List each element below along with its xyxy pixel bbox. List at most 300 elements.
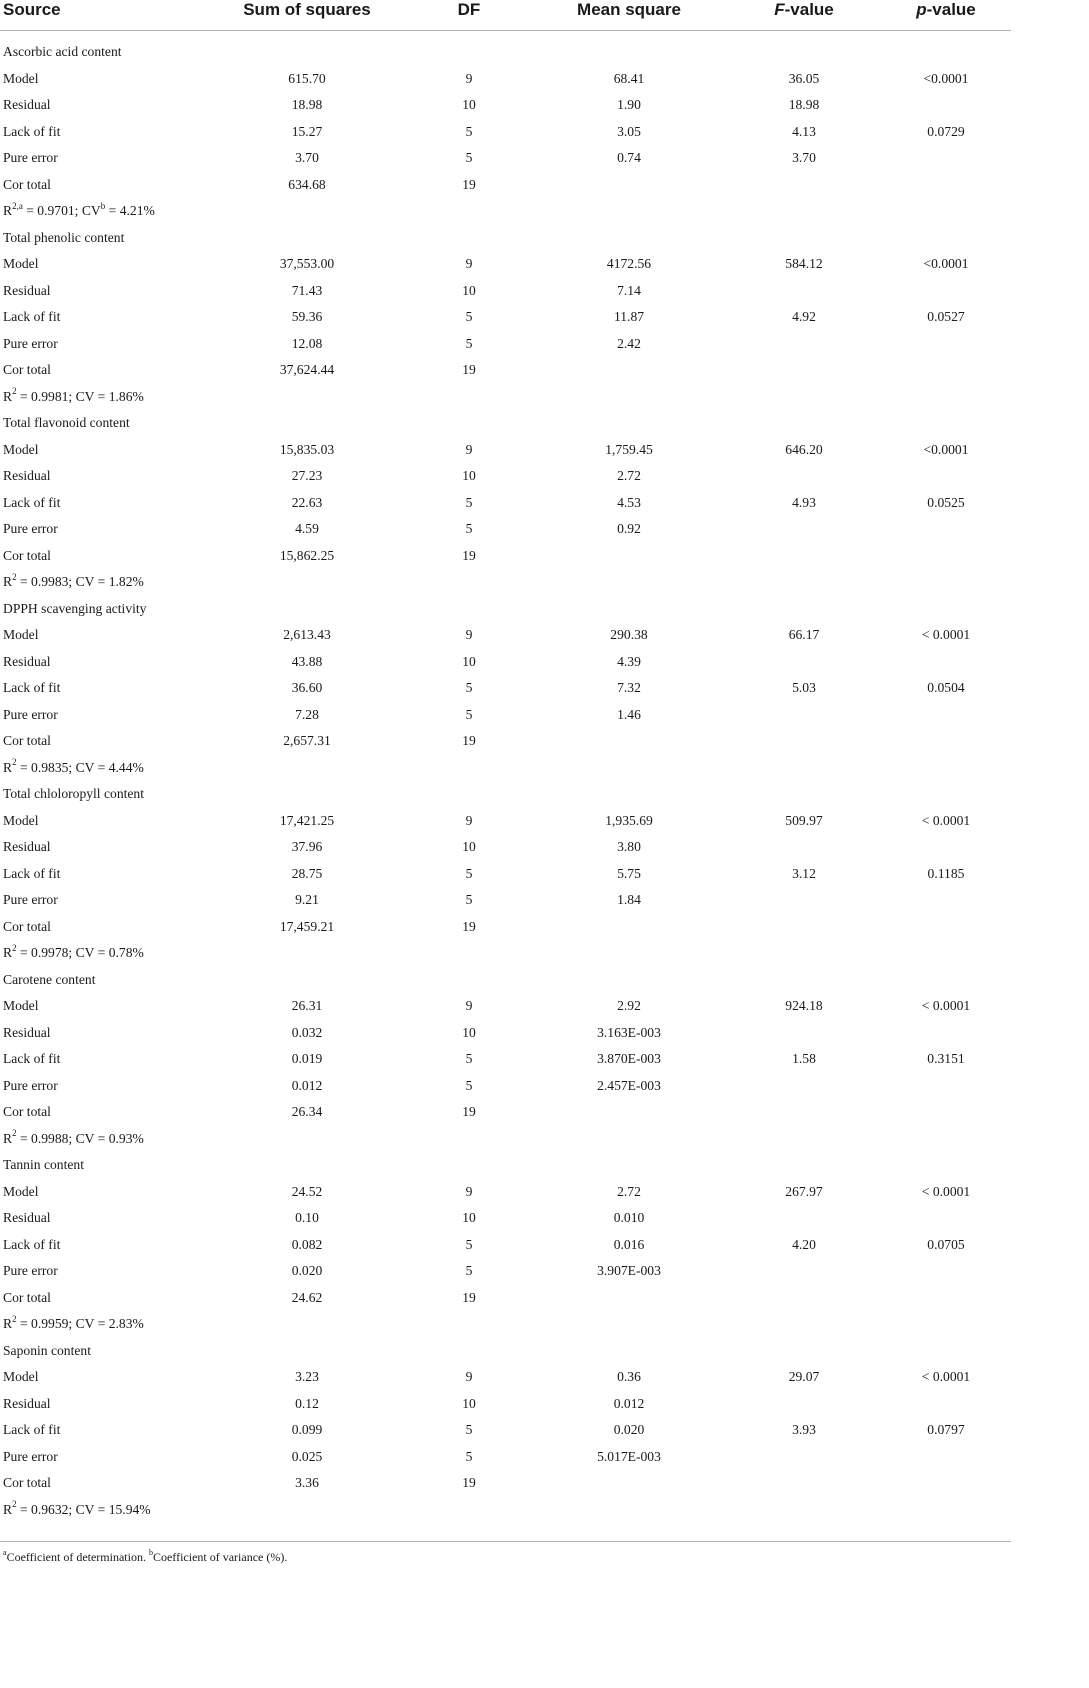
table-row — [0, 861, 1011, 888]
section-title-row — [0, 410, 1011, 437]
sum-of-squares-cell: 37,553.00 — [279, 256, 335, 272]
p-value-cell — [881, 463, 1011, 490]
source-cell: Model — [3, 812, 39, 828]
section-title-row — [0, 781, 1011, 808]
section-title: Carotene content — [3, 971, 96, 987]
sum-of-squares-cell: 0.12 — [295, 1395, 319, 1411]
sum-of-squares-cell: 634.68 — [288, 176, 326, 192]
f-value-cell — [727, 463, 881, 490]
r2-symbol: R — [3, 574, 13, 590]
sum-of-squares-cell: 24.62 — [291, 1289, 323, 1305]
table-row — [0, 702, 1011, 729]
source-cell: Cor total — [3, 547, 51, 563]
df-cell: 5 — [465, 1263, 473, 1279]
fit-stats-row — [0, 1126, 1011, 1153]
df-cell: 9 — [465, 1183, 473, 1199]
table-row — [0, 1391, 1011, 1418]
sum-of-squares-cell: 43.88 — [291, 653, 323, 669]
footnote-b-text: Coefficient of variance (%). — [152, 1550, 288, 1564]
table-row — [0, 993, 1011, 1020]
f-value-cell: 36.05 — [788, 70, 820, 86]
footnote-a-marker: a — [3, 1548, 7, 1557]
r2-superscript: 2 — [12, 1499, 17, 1510]
p-value-cell — [881, 834, 1011, 861]
df-cell: 10 — [462, 1210, 476, 1226]
section-title-row — [0, 31, 1011, 66]
f-value-cell: 4.92 — [792, 309, 816, 325]
df-cell: 19 — [462, 733, 476, 749]
df-cell: 9 — [465, 812, 473, 828]
p-value-cell: < 0.0001 — [921, 1369, 971, 1385]
f-value-cell: 4.20 — [792, 1236, 816, 1252]
f-value-cell: 3.12 — [792, 865, 816, 881]
sum-of-squares-cell: 26.31 — [291, 998, 323, 1014]
footnote-a-text: Coefficient of determination. — [6, 1550, 149, 1564]
fit-stats — [0, 755, 1011, 782]
r2-superscript: 2 — [12, 386, 17, 397]
f-value-cell — [727, 357, 881, 384]
source-cell: Lack of fit — [3, 680, 61, 696]
mean-square-cell: 3.05 — [617, 123, 641, 139]
source-cell: Residual — [3, 97, 51, 113]
fit-stats — [0, 384, 1011, 411]
r2-symbol: R — [3, 945, 13, 961]
source-cell: Pure error — [3, 892, 58, 908]
table-row — [0, 1285, 1011, 1312]
table-row — [0, 808, 1011, 835]
sum-of-squares-cell: 27.23 — [291, 468, 323, 484]
table-row — [0, 1205, 1011, 1232]
fit-stats-row — [0, 755, 1011, 782]
f-value-cell — [727, 702, 881, 729]
f-value-cell — [727, 1444, 881, 1471]
r2-symbol: R — [3, 759, 13, 775]
sum-of-squares-cell: 3.36 — [295, 1475, 319, 1491]
mean-square-cell: 2.72 — [617, 468, 641, 484]
mean-square-cell: 0.74 — [617, 150, 641, 166]
p-value-cell — [881, 516, 1011, 543]
table-row — [0, 251, 1011, 278]
mean-square-cell: 5.017E-003 — [597, 1448, 661, 1464]
col-header-source: Source — [0, 0, 207, 31]
mean-square-cell: 4172.56 — [606, 256, 652, 272]
df-cell: 10 — [462, 97, 476, 113]
df-cell: 10 — [462, 1024, 476, 1040]
source-cell: Lack of fit — [3, 1422, 61, 1438]
section-title-row — [0, 596, 1011, 623]
r2-value: = 0.9981; CV = 1.86% — [16, 388, 144, 404]
table-row — [0, 1232, 1011, 1259]
table-row — [0, 1470, 1011, 1497]
p-value-cell — [881, 172, 1011, 199]
table-row — [0, 887, 1011, 914]
p-value-cell — [881, 357, 1011, 384]
footnote-divider — [0, 1541, 1011, 1542]
source-cell: Model — [3, 256, 39, 272]
sum-of-squares-cell: 7.28 — [295, 706, 319, 722]
f-value-cell — [727, 1205, 881, 1232]
section-title-row — [0, 1338, 1011, 1365]
fit-stats — [0, 1311, 1011, 1338]
table-row — [0, 914, 1011, 941]
f-value-cell: 646.20 — [785, 441, 823, 457]
p-value-cell: 0.0527 — [927, 309, 965, 325]
section-title: Total flavonoid content — [3, 415, 130, 431]
table-row — [0, 331, 1011, 358]
p-value-cell: < 0.0001 — [921, 998, 971, 1014]
p-value-cell: 0.3151 — [927, 1051, 965, 1067]
sum-of-squares-cell: 4.59 — [295, 521, 319, 537]
table-row — [0, 437, 1011, 464]
f-value-cell — [727, 1258, 881, 1285]
fit-stats — [0, 198, 1011, 225]
f-value-cell: 924.18 — [785, 998, 823, 1014]
table-row — [0, 119, 1011, 146]
mean-square-cell — [531, 728, 727, 755]
source-cell: Pure error — [3, 1448, 58, 1464]
p-value-cell: < 0.0001 — [921, 627, 971, 643]
table-row — [0, 463, 1011, 490]
df-cell: 5 — [465, 150, 473, 166]
source-cell: Pure error — [3, 335, 58, 351]
mean-square-cell: 0.016 — [613, 1236, 645, 1252]
table-row — [0, 543, 1011, 570]
df-cell: 5 — [465, 309, 473, 325]
f-value-cell — [727, 543, 881, 570]
r2-value: = 0.9988; CV = 0.93% — [16, 1130, 144, 1146]
table-row — [0, 145, 1011, 172]
source-cell: Residual — [3, 1024, 51, 1040]
mean-square-cell: 0.92 — [617, 521, 641, 537]
mean-square-cell — [531, 543, 727, 570]
sum-of-squares-cell: 615.70 — [288, 70, 326, 86]
mean-square-cell: 3.907E-003 — [597, 1263, 661, 1279]
table-row — [0, 92, 1011, 119]
sum-of-squares-cell: 0.10 — [295, 1210, 319, 1226]
r2-symbol: R — [3, 1130, 13, 1146]
p-value-cell — [881, 1258, 1011, 1285]
source-cell: Lack of fit — [3, 494, 61, 510]
sum-of-squares-cell: 0.082 — [291, 1236, 323, 1252]
f-value-cell — [727, 331, 881, 358]
sum-of-squares-cell: 0.025 — [291, 1448, 323, 1464]
f-value-cell — [727, 1020, 881, 1047]
r2-symbol: R — [3, 1316, 13, 1332]
sum-of-squares-cell: 17,459.21 — [279, 918, 335, 934]
source-cell: Model — [3, 1183, 39, 1199]
fit-stats-row — [0, 1311, 1011, 1338]
p-value-cell: 0.0705 — [927, 1236, 965, 1252]
col-header-mean-square: Mean square — [531, 0, 727, 31]
mean-square-cell: 0.012 — [613, 1395, 645, 1411]
p-value-cell: 0.0504 — [927, 680, 965, 696]
sum-of-squares-cell: 0.032 — [291, 1024, 323, 1040]
sum-of-squares-cell: 37,624.44 — [279, 362, 335, 378]
mean-square-cell: 3.163E-003 — [597, 1024, 661, 1040]
sum-of-squares-cell: 22.63 — [291, 494, 323, 510]
table-row — [0, 1258, 1011, 1285]
p-value-cell — [881, 649, 1011, 676]
r2-value: = 0.9701; CV — [22, 203, 101, 219]
fit-stats-row — [0, 569, 1011, 596]
df-cell: 19 — [462, 1289, 476, 1305]
p-value-cell: 0.1185 — [927, 865, 965, 881]
r2-value: = 0.9632; CV = 15.94% — [16, 1501, 151, 1517]
table-row — [0, 1099, 1011, 1126]
df-cell: 9 — [465, 1369, 473, 1385]
mean-square-cell: 1,759.45 — [605, 441, 653, 457]
df-cell: 10 — [462, 282, 476, 298]
sum-of-squares-cell: 71.43 — [291, 282, 323, 298]
sum-of-squares-cell: 0.020 — [291, 1263, 323, 1279]
df-cell: 19 — [462, 362, 476, 378]
sum-of-squares-cell: 2,657.31 — [283, 733, 331, 749]
p-value-cell: <0.0001 — [923, 70, 969, 86]
df-cell: 9 — [465, 70, 473, 86]
mean-square-cell: 4.39 — [617, 653, 641, 669]
p-value-cell: 0.0525 — [927, 494, 965, 510]
table-body — [0, 31, 1011, 1524]
source-cell: Residual — [3, 1395, 51, 1411]
p-value-cell — [881, 278, 1011, 305]
table-row — [0, 66, 1011, 93]
mean-square-cell: 7.32 — [617, 680, 641, 696]
p-value-cell — [881, 331, 1011, 358]
mean-square-cell: 7.14 — [617, 282, 641, 298]
p-value-cell — [881, 1470, 1011, 1497]
table-row — [0, 1364, 1011, 1391]
r2-symbol: R — [3, 203, 13, 219]
df-cell: 5 — [465, 706, 473, 722]
mean-square-cell: 2.457E-003 — [597, 1077, 661, 1093]
sum-of-squares-cell: 2,613.43 — [283, 627, 331, 643]
f-value-cell: 18.98 — [788, 97, 820, 113]
p-value-cell: 0.0797 — [927, 1422, 965, 1438]
r2-value: = 0.9959; CV = 2.83% — [16, 1316, 144, 1332]
f-value-cell — [727, 172, 881, 199]
col-header-sum-of-squares: Sum of squares — [207, 0, 407, 31]
table-row — [0, 1020, 1011, 1047]
mean-square-cell — [531, 1099, 727, 1126]
sum-of-squares-cell: 0.099 — [291, 1422, 323, 1438]
sum-of-squares-cell: 59.36 — [291, 309, 323, 325]
source-cell: Pure error — [3, 1263, 58, 1279]
sum-of-squares-cell: 15,862.25 — [279, 547, 335, 563]
section-title-row — [0, 1152, 1011, 1179]
source-cell: Lack of fit — [3, 309, 61, 325]
mean-square-cell: 1,935.69 — [605, 812, 653, 828]
mean-square-cell: 0.020 — [613, 1422, 645, 1438]
f-value-cell — [727, 834, 881, 861]
p-value-cell — [881, 1073, 1011, 1100]
f-value-cell — [727, 887, 881, 914]
df-cell: 9 — [465, 256, 473, 272]
df-cell: 9 — [465, 441, 473, 457]
df-cell: 5 — [465, 1236, 473, 1252]
cv-superscript: b — [100, 200, 106, 211]
r2-value: = 0.9835; CV = 4.44% — [16, 759, 144, 775]
section-title: Total chloloropyll content — [3, 786, 144, 802]
table-row — [0, 490, 1011, 517]
mean-square-cell: 0.010 — [613, 1210, 645, 1226]
header-row — [0, 0, 1011, 31]
source-cell: Residual — [3, 839, 51, 855]
df-cell: 10 — [462, 1395, 476, 1411]
source-cell: Residual — [3, 1210, 51, 1226]
table-row — [0, 834, 1011, 861]
table-row — [0, 304, 1011, 331]
df-cell: 5 — [465, 1448, 473, 1464]
f-value-cell — [727, 728, 881, 755]
f-value-cell: 584.12 — [785, 256, 823, 272]
fit-stats — [0, 940, 1011, 967]
source-cell: Pure error — [3, 1077, 58, 1093]
f-value-cell: 4.93 — [792, 494, 816, 510]
table-row — [0, 728, 1011, 755]
table-row — [0, 357, 1011, 384]
p-value-cell — [881, 1391, 1011, 1418]
f-value-cell: 66.17 — [788, 627, 820, 643]
f-value-cell — [727, 1099, 881, 1126]
table-row — [0, 1073, 1011, 1100]
p-value-cell: 0.0729 — [927, 123, 965, 139]
f-value-cell — [727, 1391, 881, 1418]
df-cell: 5 — [465, 892, 473, 908]
f-value-cell — [727, 516, 881, 543]
mean-square-cell — [531, 357, 727, 384]
f-value-cell: 3.93 — [792, 1422, 816, 1438]
source-cell: Lack of fit — [3, 123, 61, 139]
sum-of-squares-cell: 0.012 — [291, 1077, 323, 1093]
source-cell: Model — [3, 998, 39, 1014]
table-row — [0, 1179, 1011, 1206]
df-cell: 19 — [462, 547, 476, 563]
df-cell: 19 — [462, 1104, 476, 1120]
p-value-cell — [881, 702, 1011, 729]
source-cell: Pure error — [3, 150, 58, 166]
sum-of-squares-cell: 12.08 — [291, 335, 323, 351]
p-value-cell — [881, 728, 1011, 755]
source-cell: Cor total — [3, 733, 51, 749]
p-value-cell — [881, 1099, 1011, 1126]
fit-stats-row — [0, 384, 1011, 411]
mean-square-cell — [531, 1285, 727, 1312]
source-cell: Model — [3, 627, 39, 643]
p-value-cell — [881, 1020, 1011, 1047]
cv-value: = 4.21% — [105, 203, 155, 219]
footnote-b-marker: b — [148, 1548, 153, 1557]
mean-square-cell: 4.53 — [617, 494, 641, 510]
r2-superscript: 2 — [12, 757, 17, 768]
df-cell: 9 — [465, 998, 473, 1014]
f-value-cell: 5.03 — [792, 680, 816, 696]
source-cell: Residual — [3, 468, 51, 484]
section-title: Tannin content — [3, 1157, 84, 1173]
p-value-cell — [881, 543, 1011, 570]
mean-square-cell: 5.75 — [617, 865, 641, 881]
f-value-cell: 3.70 — [792, 150, 816, 166]
fit-stats — [0, 1497, 1011, 1524]
f-value-cell — [727, 914, 881, 941]
source-cell: Lack of fit — [3, 1236, 61, 1252]
f-value-cell — [727, 1285, 881, 1312]
f-value-cell: 267.97 — [785, 1183, 823, 1199]
mean-square-cell: 2.92 — [617, 998, 641, 1014]
section-title: DPPH scavenging activity — [3, 600, 147, 616]
source-cell: Model — [3, 441, 39, 457]
r2-symbol: R — [3, 1501, 13, 1517]
f-value-cell: 1.58 — [792, 1051, 816, 1067]
fit-stats — [0, 569, 1011, 596]
sum-of-squares-cell: 15.27 — [291, 123, 323, 139]
sum-of-squares-cell: 17,421.25 — [279, 812, 335, 828]
sum-of-squares-cell: 3.70 — [295, 150, 319, 166]
sum-of-squares-cell: 3.23 — [295, 1369, 319, 1385]
df-cell: 5 — [465, 335, 473, 351]
mean-square-cell: 290.38 — [610, 627, 648, 643]
source-cell: Lack of fit — [3, 1051, 61, 1067]
source-cell: Cor total — [3, 1475, 51, 1491]
f-value-cell — [727, 1073, 881, 1100]
source-cell: Cor total — [3, 176, 51, 192]
mean-square-cell: 68.41 — [613, 70, 645, 86]
sum-of-squares-cell: 26.34 — [291, 1104, 323, 1120]
footnote — [3, 1550, 287, 1565]
table-row — [0, 675, 1011, 702]
sum-of-squares-cell: 18.98 — [291, 97, 323, 113]
source-cell: Pure error — [3, 521, 58, 537]
table-row — [0, 516, 1011, 543]
mean-square-cell: 1.46 — [617, 706, 641, 722]
mean-square-cell: 1.84 — [617, 892, 641, 908]
section-title: Total phenolic content — [3, 229, 125, 245]
source-cell: Cor total — [3, 1289, 51, 1305]
f-suffix: -value — [784, 0, 834, 19]
mean-square-cell: 2.72 — [617, 1183, 641, 1199]
df-cell: 19 — [462, 1475, 476, 1491]
r2-value: = 0.9978; CV = 0.78% — [16, 945, 144, 961]
source-cell: Cor total — [3, 362, 51, 378]
f-symbol: F — [774, 0, 785, 19]
section-title: Ascorbic acid content — [3, 44, 122, 60]
p-value-cell — [881, 145, 1011, 172]
mean-square-cell — [531, 172, 727, 199]
df-cell: 10 — [462, 653, 476, 669]
mean-square-cell: 11.87 — [613, 309, 645, 325]
fit-stats — [0, 1126, 1011, 1153]
f-value-cell — [727, 649, 881, 676]
r2-superscript: 2 — [12, 942, 17, 953]
p-value-cell — [881, 1205, 1011, 1232]
table-row — [0, 172, 1011, 199]
p-value-cell: <0.0001 — [923, 441, 969, 457]
sum-of-squares-cell: 28.75 — [291, 865, 323, 881]
r2-superscript: 2,a — [12, 200, 23, 211]
df-cell: 5 — [465, 1422, 473, 1438]
p-value-cell: < 0.0001 — [921, 1183, 971, 1199]
df-cell: 5 — [465, 865, 473, 881]
source-cell: Cor total — [3, 1104, 51, 1120]
section-title-row — [0, 225, 1011, 252]
p-value-cell — [881, 1285, 1011, 1312]
r2-superscript: 2 — [12, 1313, 17, 1324]
table-row — [0, 649, 1011, 676]
mean-square-cell: 3.870E-003 — [597, 1051, 661, 1067]
mean-square-cell: 3.80 — [617, 839, 641, 855]
source-cell: Model — [3, 70, 39, 86]
df-cell: 19 — [462, 176, 476, 192]
df-cell: 5 — [465, 1051, 473, 1067]
